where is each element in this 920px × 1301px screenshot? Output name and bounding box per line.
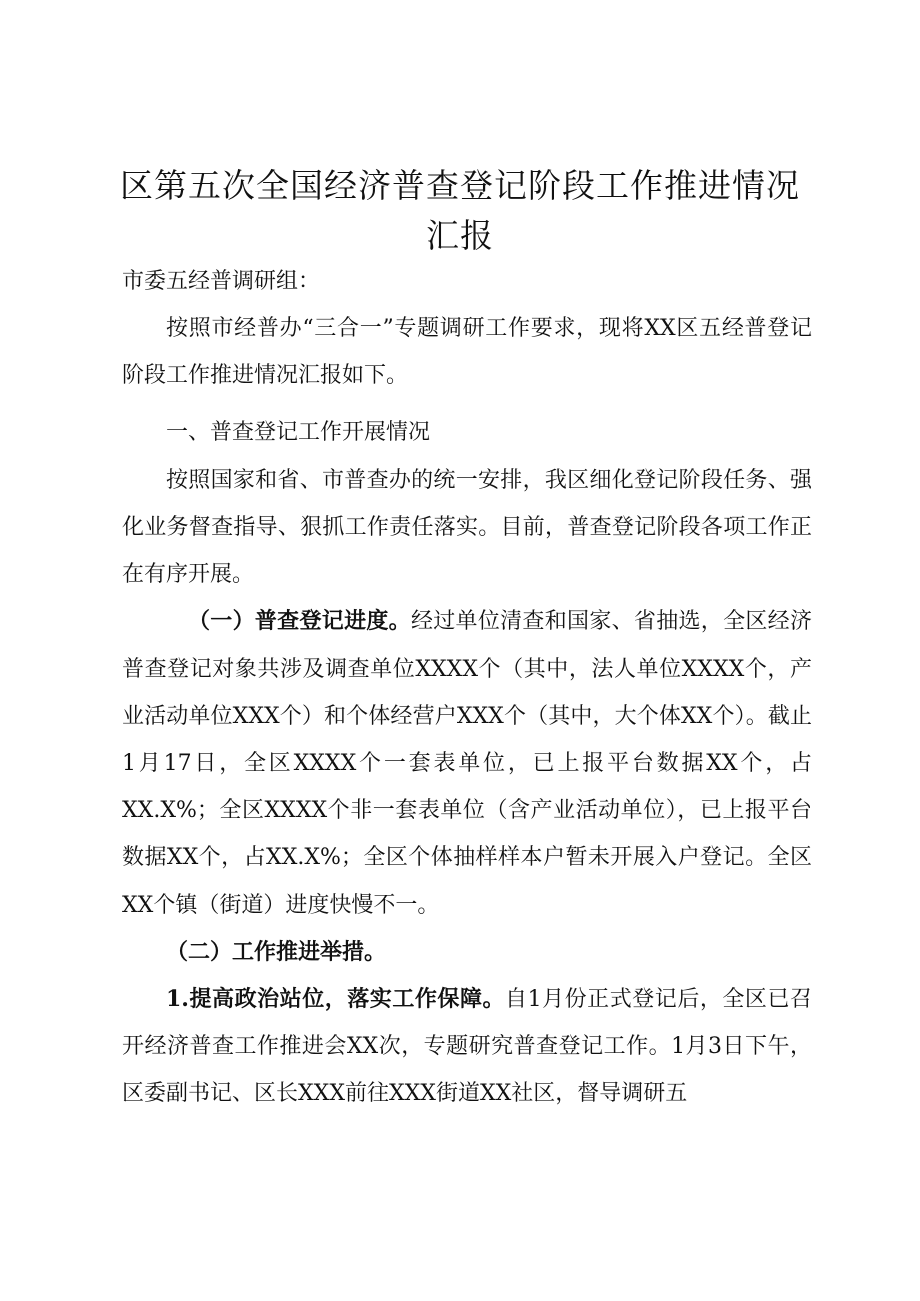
subsection-1-heading: （一）普查登记进度。	[188, 608, 411, 635]
salutation: 市委五经普调研组：	[122, 269, 321, 294]
section-1-heading: 一、普查登记工作开展情况	[166, 419, 431, 445]
subsection-1-text: 经过单位清查和国家、省抽选，全区经济普查登记对象共涉及调查单位XXXX个（其中，法人单位XXXX个，产业活动单位XXX个）和个体经营户XXX个（其中，大个体XX个）。截止1月17日，全区XXXX个一套表单位，已上报平台数据XX个，占XX.X%；全区XXXX个非一套表单位（含产业活动单位），已上报平台数据XX个，占XX.X%；全区个体抽样样本户暂未开展入户登记。全区XX个镇（街道）进度快慢不一。	[122, 609, 812, 918]
intro-paragraph: 按照市经普办“三合一”专题调研工作要求，现将XX区五经普登记阶段工作推进情况汇报如下。	[122, 316, 812, 389]
item-1-paragraph	[122, 976, 812, 1118]
document-title-line-1: 区第五次全国经济普查登记阶段工作推进情况	[120, 166, 800, 205]
subsection-2-heading: （二）工作推进举措。	[166, 938, 387, 965]
item-1-heading: 1.提高政治站位，落实工作保障。	[166, 986, 506, 1013]
section-1-paragraph: 按照国家和省、市普查办的统一安排，我区细化登记阶段任务、强化业务督查指导、狠抓工作责任落实。目前，普查登记阶段各项工作正在有序开展。	[122, 467, 812, 588]
item-1-text: 自1月份正式登记后，全区已召开经济普查工作推进会XX次，专题研究普查登记工作。1月3日下午，区委副书记、区长XXX前往XXX街道XX社区，督导调研五	[122, 987, 813, 1107]
subsection-1-paragraph	[122, 598, 812, 928]
document-body	[122, 258, 812, 1118]
document-title-line-2: 汇报	[426, 216, 494, 255]
